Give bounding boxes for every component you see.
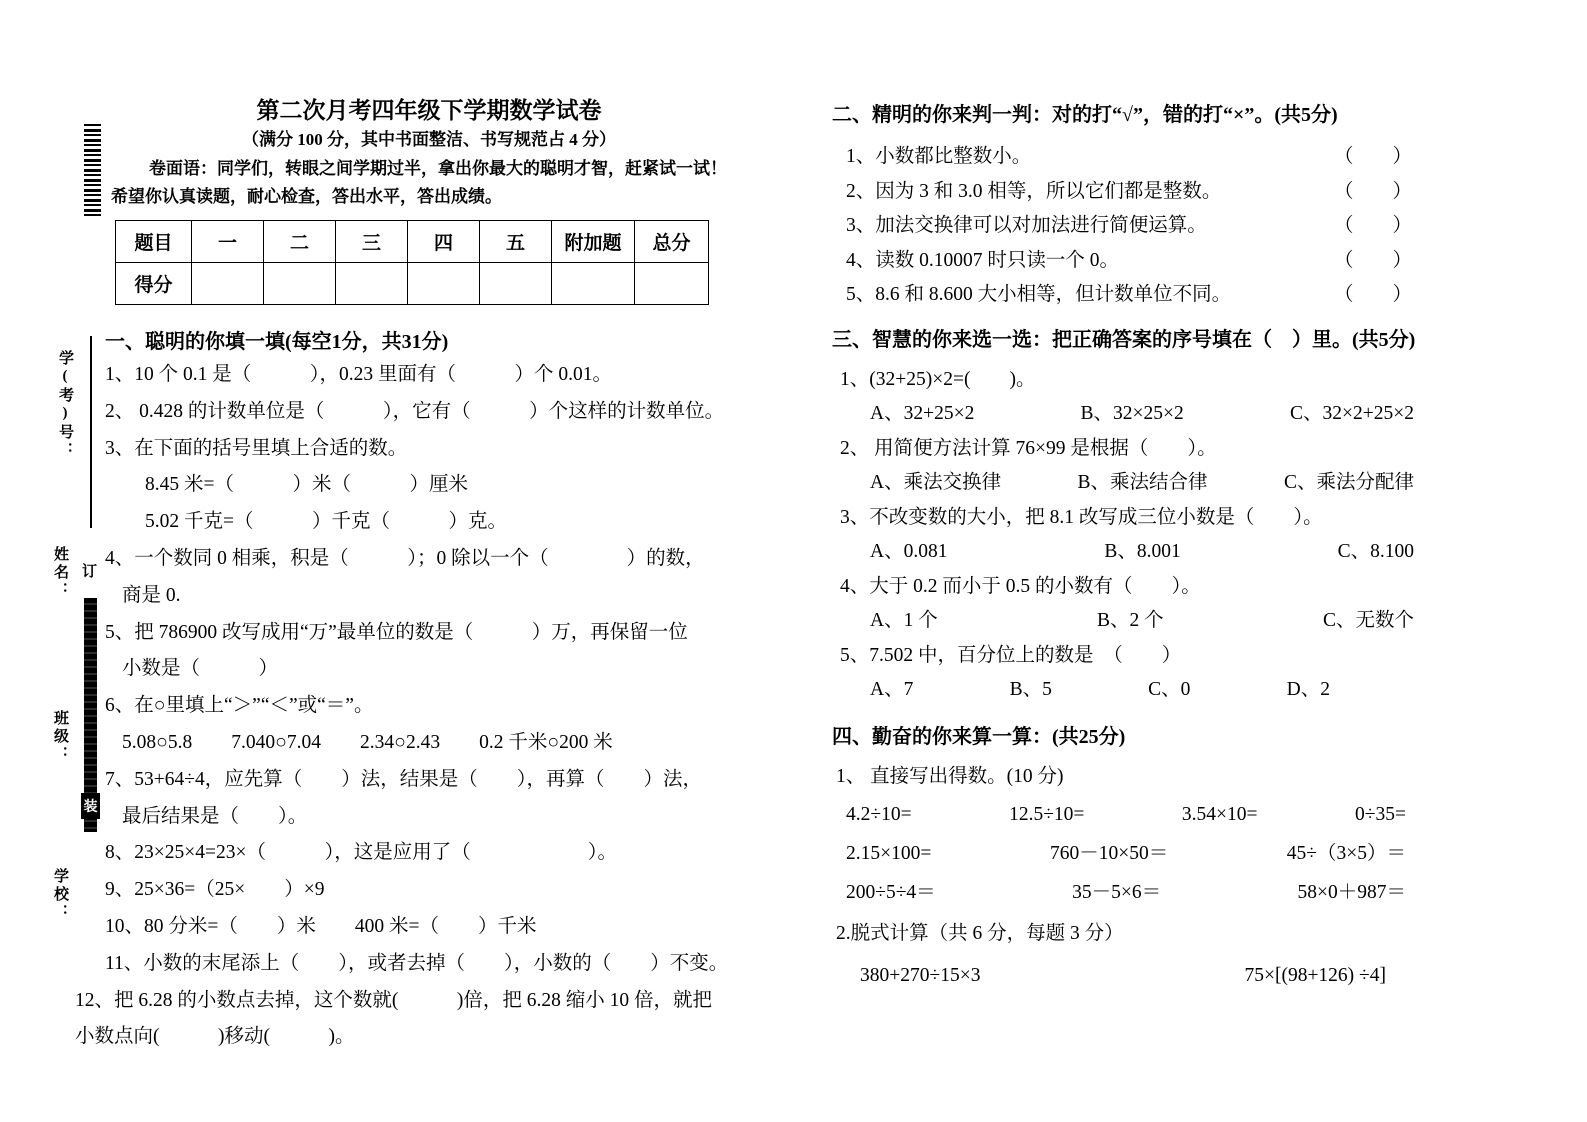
option-b: B、8.001 bbox=[1104, 541, 1181, 562]
score-header-cell: 四 bbox=[408, 221, 480, 263]
section3-heading: 三、智慧的你来选一选：把正确答案的序号填在（ ）里。(共5分) bbox=[832, 328, 1416, 351]
fill-blank-line-6: 6、在○里填上“＞”“＜”或“＝”。 bbox=[105, 695, 374, 717]
judge-text: 1、小数都比整数小。 bbox=[846, 146, 1032, 167]
option-b: B、2 个 bbox=[1097, 610, 1164, 631]
fill-blank-line-4: 4、一个数同 0 相乘，积是（ ）；0 除以一个（ ）的数， bbox=[105, 547, 705, 569]
choice-q1-options bbox=[832, 397, 1414, 432]
choice-q1-stem: 1、(32+25)×2=( )。 bbox=[840, 368, 1036, 390]
calc-item: 45÷（3×5）＝ bbox=[1286, 843, 1406, 864]
binding-char-ding: 订 bbox=[82, 564, 98, 580]
calc-row-3 bbox=[832, 875, 1414, 911]
right-column bbox=[832, 100, 1414, 994]
fill-blank-line-6b: 5.08○5.8 7.040○7.04 2.34○2.43 0.2 千米○200 米 bbox=[122, 731, 613, 753]
subtitle: （满分 100 分，其中书面整洁、书写规范占 4 分） bbox=[242, 130, 616, 149]
calc-item: 75×[(98+126) ÷4] bbox=[1244, 964, 1386, 986]
section4-sub1: 1、 直接写出得数。(10 分) bbox=[836, 765, 1064, 787]
score-header-cell: 附加题 bbox=[552, 221, 635, 263]
score-cell bbox=[635, 263, 709, 305]
left-column bbox=[75, 96, 753, 1056]
answer-bracket: （ ） bbox=[1333, 284, 1412, 305]
score-header-cell: 五 bbox=[480, 221, 552, 263]
score-row-label: 得分 bbox=[116, 263, 192, 305]
fill-blank-line-3: 3、在下面的括号里填上合适的数。 bbox=[105, 437, 408, 459]
option-b: B、32×25×2 bbox=[1080, 403, 1184, 424]
notice-line-2: 希望你认真读题，耐心检查，答出水平，答出成绩。 bbox=[111, 187, 502, 206]
fill-blank-line-5: 5、把 786900 改写成用“万”最单位的数是（ ）万，再保留一位 bbox=[105, 621, 688, 643]
answer-bracket: （ ） bbox=[1333, 249, 1412, 271]
fill-blank-line-12b: 小数点向( )移动( )。 bbox=[75, 1026, 355, 1048]
calc-row-1 bbox=[832, 797, 1414, 833]
choice-q3-stem: 3、不改变数的大小，把 8.1 改写成三位小数是（ ）。 bbox=[840, 506, 1323, 528]
option-b: B、乘法结合律 bbox=[1077, 472, 1208, 493]
judge-text: 2、因为 3 和 3.0 相等，所以它们都是整数。 bbox=[846, 180, 1222, 202]
notice-line-1: 卷面语：同学们，转眼之间学期过半，拿出你最大的聪明才智，赶紧试一试！ bbox=[149, 159, 727, 178]
score-table bbox=[115, 220, 709, 305]
choice-q2-stem: 2、 用简便方法计算 76×99 是根据（ ）。 bbox=[840, 437, 1217, 459]
calc-item: 58×0＋987＝ bbox=[1297, 882, 1406, 903]
calc-item: 200÷5÷4＝ bbox=[846, 882, 936, 903]
calc-row-4 bbox=[832, 958, 1414, 994]
fill-blank-line-9: 9、25×36=（25× ）×9 bbox=[105, 879, 325, 901]
calc-item: 3.54×10= bbox=[1181, 804, 1258, 825]
answer-bracket: （ ） bbox=[1333, 215, 1412, 236]
score-header-cell: 总分 bbox=[635, 221, 709, 263]
judge-text: 4、读数 0.10007 时只读一个 0。 bbox=[846, 249, 1120, 271]
option-c: C、0 bbox=[1148, 679, 1191, 700]
choice-q5-options bbox=[832, 673, 1414, 708]
score-header-cell: 二 bbox=[264, 221, 336, 263]
school-label: 学校： bbox=[52, 868, 68, 922]
option-a: A、乘法交换律 bbox=[870, 472, 1002, 493]
fill-blank-line-2: 2、 0.428 的计数单位是（ ），它有（ ）个这样的计数单位。 bbox=[105, 400, 725, 422]
section2-heading: 二、精明的你来判一判：对的打“√”，错的打“×”。(共5分) bbox=[832, 104, 1338, 126]
section4-heading: 四、勤奋的你来算一算：(共25分) bbox=[832, 725, 1126, 748]
option-b: B、5 bbox=[1009, 679, 1052, 700]
score-cell bbox=[480, 263, 552, 305]
fill-blank-line-7b: 最后结果是（ ）。 bbox=[122, 805, 308, 827]
score-table-score-row bbox=[116, 263, 709, 305]
calc-item: 4.2÷10= bbox=[846, 804, 912, 825]
binding-line bbox=[90, 336, 92, 528]
barcode bbox=[84, 124, 101, 217]
calc-item: 12.5÷10= bbox=[1009, 804, 1085, 825]
fill-blank-line-3a: 8.45 米=（ ）米（ ）厘米 bbox=[145, 474, 468, 496]
score-header-cell: 题目 bbox=[116, 221, 192, 263]
score-header-cell: 三 bbox=[336, 221, 408, 263]
fill-blank-line-10: 10、80 分米=（ ）米 400 米=（ ）千米 bbox=[105, 915, 537, 937]
score-cell bbox=[552, 263, 635, 305]
option-a: A、1 个 bbox=[870, 610, 938, 631]
fill-blank-line-1: 1、10 个 0.1 是（ ），0.23 里面有（ ）个 0.01。 bbox=[105, 364, 613, 385]
option-c: C、32×2+25×2 bbox=[1290, 403, 1414, 424]
judge-item-1 bbox=[832, 140, 1414, 175]
fill-blank-line-4b: 商是 0. bbox=[122, 584, 181, 606]
calc-item: 2.15×100= bbox=[846, 843, 932, 864]
judge-text: 5、8.6 和 8.600 大小相等，但计数单位不同。 bbox=[846, 284, 1232, 305]
name-label: 姓名： bbox=[52, 546, 68, 600]
score-cell bbox=[408, 263, 480, 305]
choice-q4-stem: 4、大于 0.2 而小于 0.5 的小数有（ ）。 bbox=[840, 575, 1201, 597]
judge-item-2 bbox=[832, 175, 1414, 210]
choice-q5-stem: 5、7.502 中，百分位上的数是 （ ） bbox=[840, 644, 1182, 666]
calc-item: 35－5×6＝ bbox=[1072, 882, 1162, 903]
judge-text: 3、加法交换律可以对加法进行简便运算。 bbox=[846, 215, 1207, 236]
student-number-label: 学(考)号： bbox=[57, 350, 73, 460]
fill-blank-line-12: 12、把 6.28 的小数点去掉，这个数就( )倍，把 6.28 缩小 10 倍，就把 bbox=[75, 989, 712, 1011]
page-title: 第二次月考四年级下学期数学试卷 bbox=[256, 98, 602, 123]
option-d: D、2 bbox=[1286, 679, 1330, 700]
fill-blank-line-3b: 5.02 千克=（ ）千克（ ）克。 bbox=[145, 511, 507, 533]
score-table-header-row bbox=[116, 221, 709, 263]
judge-item-5 bbox=[832, 278, 1414, 313]
answer-bracket: （ ） bbox=[1333, 146, 1412, 167]
section1-heading: 一、聪明的你填一填(每空1分，共31分) bbox=[105, 331, 449, 353]
class-label: 班级： bbox=[52, 710, 68, 764]
choice-q2-options bbox=[832, 466, 1414, 501]
fill-blank-line-8: 8、23×25×4=23×（ ），这是应用了（ ）。 bbox=[105, 842, 617, 864]
option-a: A、32+25×2 bbox=[870, 403, 975, 424]
calc-item: 760－10×50＝ bbox=[1049, 843, 1169, 864]
option-c: C、8.100 bbox=[1337, 541, 1414, 562]
fill-blank-line-11: 11、小数的末尾添上（ ），或者去掉（ ），小数的（ ）不变。 bbox=[105, 952, 729, 974]
calc-item: 0÷35= bbox=[1355, 804, 1406, 825]
answer-bracket: （ ） bbox=[1333, 180, 1412, 202]
score-header-cell: 一 bbox=[192, 221, 264, 263]
choice-q3-options bbox=[832, 535, 1414, 570]
section4-sub2: 2.脱式计算（共 6 分，每题 3 分） bbox=[836, 923, 1124, 944]
option-c: C、无数个 bbox=[1322, 610, 1414, 631]
fill-blank-line-5b: 小数是（ ） bbox=[122, 658, 279, 680]
judge-item-4 bbox=[832, 244, 1414, 279]
judge-item-3 bbox=[832, 209, 1414, 244]
score-cell bbox=[264, 263, 336, 305]
score-cell bbox=[192, 263, 264, 305]
calc-row-2 bbox=[832, 836, 1414, 872]
calc-item: 380+270÷15×3 bbox=[860, 964, 981, 986]
option-a: A、0.081 bbox=[870, 541, 948, 562]
score-cell bbox=[336, 263, 408, 305]
option-a: A、7 bbox=[870, 679, 914, 700]
fill-blank-line-7: 7、53+64÷4，应先算（ ）法，结果是（ ），再算（ ）法， bbox=[105, 768, 702, 790]
binding-char-zhuang: 装 bbox=[81, 793, 100, 819]
option-c: C、乘法分配律 bbox=[1283, 472, 1414, 493]
choice-q4-options bbox=[832, 604, 1414, 639]
